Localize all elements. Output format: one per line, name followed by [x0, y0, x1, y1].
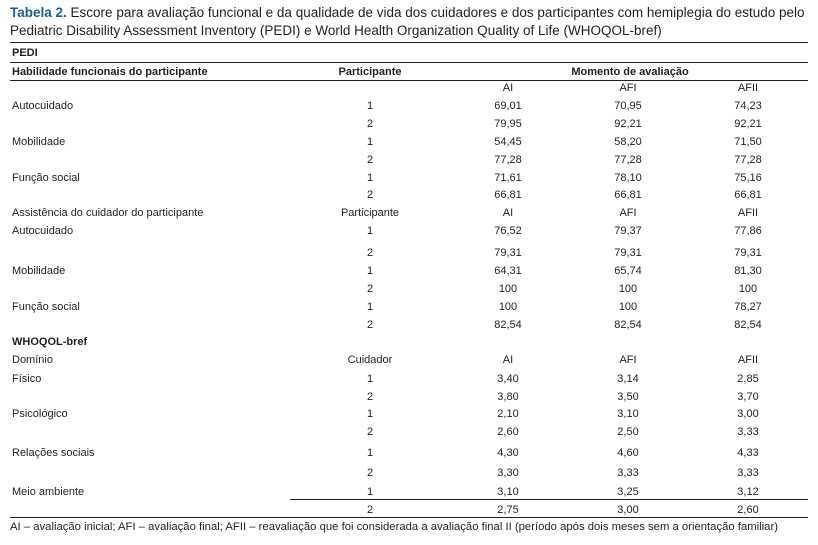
row-label: Psicológico — [12, 408, 68, 420]
row-afii: 75,16 — [734, 172, 762, 184]
table-row — [0, 244, 818, 262]
table-row — [0, 316, 818, 334]
row-caregiver: 1 — [366, 373, 374, 385]
row-afi: 3,10 — [617, 408, 639, 420]
row-label: Físico — [12, 373, 42, 385]
row-ai: 100 — [498, 283, 518, 295]
row-ai: 3,10 — [497, 486, 519, 498]
sub-afii: AFII — [737, 82, 759, 94]
pedi-section-title — [0, 44, 818, 62]
table-row — [0, 262, 818, 280]
row-afii: 78,27 — [734, 301, 762, 313]
table-row — [0, 388, 818, 406]
table-row — [0, 151, 818, 169]
row-afi: 82,54 — [614, 319, 642, 331]
row-participant: 2 — [366, 189, 374, 201]
row-afi: 100 — [618, 283, 638, 295]
row-caregiver: 2 — [366, 504, 374, 516]
row-afii: 4,33 — [737, 447, 759, 459]
row-participant: 1 — [366, 136, 374, 148]
row-afi: 66,81 — [614, 189, 642, 201]
row-participant: 2 — [366, 118, 374, 130]
row-afi: 58,20 — [614, 136, 642, 148]
section-label: WHOQOL-bref — [12, 336, 88, 348]
table-row — [0, 370, 818, 388]
top-rule — [10, 42, 808, 43]
caption-tag: Tabela 2. — [10, 5, 67, 20]
table-row — [0, 280, 818, 298]
row-afii: 81,30 — [734, 265, 762, 277]
row-afii: 2,60 — [737, 504, 759, 516]
row-afii: 3,33 — [737, 426, 759, 438]
header-momento: Momento de avaliação — [571, 66, 689, 78]
row-afi: 77,28 — [614, 154, 642, 166]
row-participant: 1 — [366, 100, 374, 112]
whoqol-header-row — [0, 351, 818, 369]
row-ai: 79,31 — [494, 247, 522, 259]
sub-afi: AFI — [619, 82, 637, 94]
table-footnote: AI – avaliação inicial; AFI – avaliação final; AFII – reavaliação que foi considerada a avaliação final II (período após dois meses sem a orientação familiar) — [10, 521, 778, 533]
row-afii: 100 — [738, 283, 758, 295]
row-caregiver: 2 — [366, 391, 374, 403]
row-label: Mobilidade — [12, 265, 66, 277]
table-row — [0, 186, 818, 204]
row-afii: 3,12 — [737, 486, 759, 498]
row-participant: 1 — [366, 265, 374, 277]
bottom-rule — [10, 517, 808, 518]
row-afi: 79,37 — [614, 225, 642, 237]
row-ai: 64,31 — [494, 265, 522, 277]
row-label: Autocuidado — [12, 225, 74, 237]
row-ai: 2,60 — [497, 426, 519, 438]
row-caregiver: 1 — [366, 447, 374, 459]
row-ai: 100 — [498, 301, 518, 313]
table-row — [0, 405, 818, 423]
row-ai: 54,45 — [494, 136, 522, 148]
row-ai: 66,81 — [494, 189, 522, 201]
table-row — [0, 97, 818, 115]
partial-rule — [290, 499, 808, 500]
table-row — [0, 169, 818, 187]
row-participant: 2 — [366, 319, 374, 331]
row-afi: 3,33 — [617, 467, 639, 479]
table-row — [0, 423, 818, 441]
row-ai: 76,52 — [494, 225, 522, 237]
row-participant: 1 — [366, 301, 374, 313]
row-afi: 3,00 — [617, 504, 639, 516]
row-label: Mobilidade — [12, 136, 66, 148]
row-afi: 3,50 — [617, 391, 639, 403]
whoqol-header-cuidador: Cuidador — [347, 354, 393, 366]
row-ai: 3,40 — [497, 373, 519, 385]
whoqol-header-afii: AFII — [737, 354, 759, 366]
whoqol-header-ai: AI — [502, 354, 514, 366]
row-label: Meio ambiente — [12, 486, 85, 498]
row-afii: 3,70 — [737, 391, 759, 403]
assist-header-afii: AFII — [737, 207, 759, 219]
row-label: Função social — [12, 301, 80, 313]
row-afii: 77,86 — [734, 225, 762, 237]
header-participante: Participante — [338, 66, 402, 78]
whoqol-header-label: Domínio — [12, 354, 53, 366]
table-row — [0, 222, 818, 240]
row-afi: 79,31 — [614, 247, 642, 259]
row-afii: 74,23 — [734, 100, 762, 112]
row-participant: 2 — [366, 154, 374, 166]
row-caregiver: 2 — [366, 467, 374, 479]
row-afii: 2,85 — [737, 373, 759, 385]
row-ai: 71,61 — [494, 172, 522, 184]
row-caregiver: 2 — [366, 426, 374, 438]
caption-text: Escore para avaliação funcional e da qualidade de vida dos cuidadores e dos participantes com hemiplegia do estudo pelo Pediatric Disability Assessment Inventory (PEDI) e World Health Organization Quality of Life (WHOQOL-bref) — [10, 5, 805, 38]
row-caregiver: 1 — [366, 486, 374, 498]
row-afii: 71,50 — [734, 136, 762, 148]
row-afii: 3,33 — [737, 467, 759, 479]
row-ai: 3,80 — [497, 391, 519, 403]
assist-header-participant: Participante — [340, 207, 400, 219]
row-afii: 77,28 — [734, 154, 762, 166]
row-participant: 1 — [366, 225, 374, 237]
row-participant: 2 — [366, 283, 374, 295]
assist-header-row — [0, 204, 818, 222]
row-ai: 2,75 — [497, 504, 519, 516]
row-afi: 100 — [618, 301, 638, 313]
row-participant: 2 — [366, 247, 374, 259]
row-label: Relações sociais — [12, 447, 95, 459]
row-afi: 4,60 — [617, 447, 639, 459]
row-afi: 92,21 — [614, 118, 642, 130]
whoqol-section-title — [0, 333, 818, 351]
table-row — [0, 298, 818, 316]
table-row — [0, 444, 818, 462]
whoqol-header-afi: AFI — [619, 354, 637, 366]
row-ai: 82,54 — [494, 319, 522, 331]
row-afi: 65,74 — [614, 265, 642, 277]
row-afii: 82,54 — [734, 319, 762, 331]
assist-header-label: Assistência do cuidador do participante — [12, 207, 204, 219]
row-afii: 92,21 — [734, 118, 762, 130]
assist-header-afi: AFI — [619, 207, 637, 219]
row-ai: 69,01 — [494, 100, 522, 112]
row-afii: 66,81 — [734, 189, 762, 201]
assist-header-ai: AI — [502, 207, 514, 219]
table-caption — [10, 4, 810, 40]
row-ai: 79,95 — [494, 118, 522, 130]
row-caregiver: 1 — [366, 408, 374, 420]
row-afi: 3,14 — [617, 373, 639, 385]
pedi-subheader-row — [0, 79, 818, 97]
table-row — [0, 133, 818, 151]
row-afii: 3,00 — [737, 408, 759, 420]
row-label: Autocuidado — [12, 100, 74, 112]
row-afi: 78,10 — [614, 172, 642, 184]
row-ai: 2,10 — [497, 408, 519, 420]
row-label: Função social — [12, 172, 80, 184]
row-afi: 3,25 — [617, 486, 639, 498]
header-habilidade: Habilidade funcionais do participante — [12, 66, 208, 78]
section-label: PEDI — [12, 47, 38, 59]
table-row — [0, 115, 818, 133]
row-ai: 3,30 — [497, 467, 519, 479]
row-ai: 77,28 — [494, 154, 522, 166]
table-row — [0, 464, 818, 482]
row-afi: 2,50 — [617, 426, 639, 438]
sub-ai: AI — [502, 82, 514, 94]
row-afi: 70,95 — [614, 100, 642, 112]
row-ai: 4,30 — [497, 447, 519, 459]
row-afii: 79,31 — [734, 247, 762, 259]
row-participant: 1 — [366, 172, 374, 184]
